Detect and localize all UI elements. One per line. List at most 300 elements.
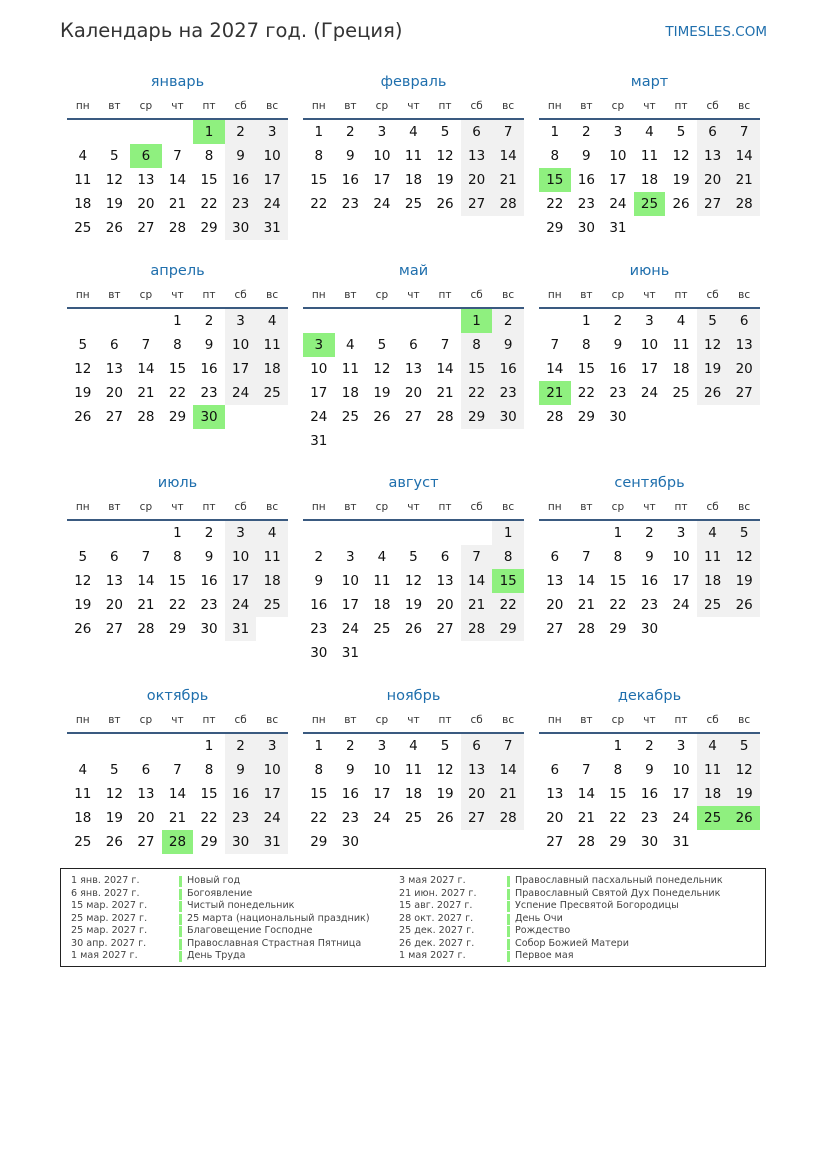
day-cell: 18: [404, 172, 423, 188]
day-cell: 23: [492, 381, 524, 405]
day-cell: 8: [613, 762, 623, 778]
weekday-label: пт: [674, 714, 688, 726]
weekday-label: вт: [344, 289, 357, 301]
day-grid: [539, 521, 760, 641]
weekday-label: сб: [234, 501, 247, 513]
day-cell: 9: [346, 148, 355, 164]
holiday-day-cell: 26: [728, 806, 760, 830]
weekday-label: чт: [171, 289, 184, 301]
day-cell: 23: [200, 385, 218, 401]
holiday-day-cell: 1: [461, 309, 493, 333]
day-cell: 2: [225, 734, 257, 758]
day-cell: 26: [436, 196, 454, 212]
day-cell: 31: [672, 834, 690, 850]
day-cell: 17: [256, 782, 288, 806]
day-cell: 11: [404, 762, 423, 778]
day-cell: 6: [409, 337, 418, 353]
holiday-marker-icon: [507, 914, 510, 925]
empty-cell: [162, 734, 194, 758]
day-cell: 26: [436, 810, 454, 826]
day-cell: 9: [645, 762, 654, 778]
weekday-label: сб: [706, 501, 719, 513]
day-cell: 11: [672, 337, 690, 353]
day-grid: [67, 734, 288, 854]
day-cell: 10: [256, 758, 288, 782]
day-cell: 31: [341, 645, 359, 661]
day-cell: 14: [492, 144, 524, 168]
day-cell: 9: [613, 337, 623, 353]
day-cell: 28: [137, 621, 155, 637]
day-cell: 17: [225, 357, 257, 381]
day-cell: 8: [613, 549, 623, 565]
weekday-label: вс: [502, 289, 515, 301]
empty-cell: [429, 521, 461, 545]
day-cell: 16: [492, 357, 524, 381]
day-cell: 13: [546, 786, 564, 802]
weekday-label: ср: [375, 501, 389, 513]
day-cell: 28: [492, 806, 524, 830]
day-cell: 20: [461, 168, 493, 192]
day-cell: 27: [546, 621, 564, 637]
day-cell: 14: [137, 361, 155, 377]
empty-cell: [366, 521, 398, 545]
day-cell: 31: [225, 617, 257, 641]
day-cell: 2: [613, 313, 623, 329]
weekday-header: [539, 495, 760, 521]
weekday-label: ср: [611, 714, 625, 726]
empty-cell: [67, 120, 99, 144]
day-grid: [539, 734, 760, 854]
weekday-label: пн: [75, 501, 90, 513]
weekday-header: [303, 94, 524, 120]
weekday-label: пт: [202, 714, 216, 726]
day-cell: 26: [373, 409, 391, 425]
legend-date: 25 мар. 2027 г.: [71, 912, 148, 924]
day-cell: 18: [672, 361, 690, 377]
weekday-label: пн: [311, 714, 326, 726]
weekday-label: ср: [611, 289, 625, 301]
legend-column-left: [71, 875, 370, 963]
empty-cell: [539, 309, 571, 333]
empty-cell: [429, 309, 461, 333]
day-cell: 13: [728, 333, 760, 357]
day-cell: 7: [492, 734, 524, 758]
legend-holiday-name: Первое мая: [515, 950, 574, 961]
day-cell: 3: [256, 734, 288, 758]
weekday-label: пт: [438, 100, 452, 112]
day-cell: 26: [105, 834, 123, 850]
day-cell: 11: [74, 172, 92, 188]
day-cell: 7: [728, 120, 760, 144]
holiday-marker-icon: [507, 901, 510, 912]
day-cell: 14: [436, 361, 454, 377]
day-cell: 8: [550, 148, 560, 164]
weekday-label: чт: [407, 501, 420, 513]
month-name: май: [398, 263, 429, 279]
day-cell: 16: [640, 573, 659, 589]
empty-cell: [99, 309, 131, 333]
legend-item: [399, 875, 723, 888]
day-cell: 12: [404, 573, 423, 589]
weekday-label: вт: [108, 100, 121, 112]
day-cell: 9: [645, 549, 654, 565]
day-cell: 22: [310, 810, 328, 826]
day-cell: 13: [105, 361, 123, 377]
day-cell: 18: [404, 786, 423, 802]
weekday-label: пн: [547, 289, 562, 301]
day-cell: 15: [168, 361, 187, 377]
day-cell: 22: [577, 385, 595, 401]
day-cell: 6: [141, 762, 151, 778]
day-cell: 30: [341, 834, 359, 850]
day-cell: 6: [440, 549, 450, 565]
holiday-marker-icon: [179, 939, 182, 950]
holiday-day-cell: 3: [303, 333, 335, 357]
day-cell: 16: [341, 172, 359, 188]
legend-holiday-name: Успение Пресвятой Богородицы: [515, 900, 679, 911]
day-cell: 5: [676, 124, 686, 140]
legend-item: [399, 888, 723, 901]
weekday-label: пт: [674, 289, 688, 301]
day-cell: 20: [461, 782, 493, 806]
weekday-label: вс: [266, 714, 279, 726]
day-cell: 18: [341, 385, 359, 401]
day-cell: 30: [310, 645, 328, 661]
day-cell: 23: [225, 806, 257, 830]
day-cell: 27: [546, 834, 564, 850]
day-cell: 19: [728, 782, 760, 806]
legend-holiday-name: Православный Святой Дух Понедельник: [515, 887, 721, 899]
month-block: [67, 70, 288, 240]
day-cell: 19: [436, 172, 454, 188]
weekday-label: пт: [438, 289, 452, 301]
day-cell: 21: [137, 385, 155, 401]
holiday-day-cell: 21: [539, 381, 571, 405]
day-grid: [67, 309, 288, 429]
day-cell: 17: [373, 172, 391, 188]
day-cell: 9: [204, 337, 214, 353]
weekday-label: вс: [738, 501, 751, 513]
month-name: март: [630, 74, 669, 90]
day-cell: 3: [676, 738, 686, 754]
day-cell: 12: [105, 172, 123, 188]
weekday-label: пт: [202, 289, 216, 301]
day-cell: 9: [582, 148, 591, 164]
weekday-label: вс: [738, 289, 751, 301]
month-name: октябрь: [146, 688, 209, 704]
weekday-label: сб: [234, 714, 247, 726]
day-cell: 13: [436, 573, 454, 589]
day-cell: 22: [609, 597, 627, 613]
legend-holiday-name: День Труда: [187, 950, 246, 961]
weekday-label: чт: [643, 100, 656, 112]
day-cell: 13: [461, 758, 493, 782]
holiday-day-cell: 1: [193, 120, 225, 144]
day-cell: 18: [697, 782, 729, 806]
day-cell: 25: [697, 593, 729, 617]
holiday-day-cell: 25: [697, 806, 729, 830]
day-cell: 8: [173, 549, 182, 565]
day-cell: 21: [577, 810, 595, 826]
day-cell: 6: [461, 734, 493, 758]
day-cell: 11: [74, 786, 92, 802]
day-cell: 27: [404, 409, 423, 425]
day-cell: 29: [577, 409, 595, 425]
weekday-label: сб: [470, 714, 483, 726]
day-cell: 9: [225, 758, 257, 782]
empty-cell: [67, 521, 99, 545]
day-cell: 3: [377, 124, 387, 140]
weekday-header: [539, 283, 760, 309]
weekday-label: ср: [611, 100, 625, 112]
day-cell: 29: [546, 220, 564, 236]
legend-date: 1 мая 2027 г.: [71, 950, 138, 961]
day-cell: 15: [168, 573, 187, 589]
weekday-label: пт: [674, 100, 688, 112]
empty-cell: [571, 521, 603, 545]
day-cell: 18: [256, 569, 288, 593]
legend-holiday-name: День Очи: [515, 912, 563, 924]
day-cell: 27: [105, 409, 123, 425]
day-cell: 16: [225, 168, 257, 192]
month-name: апрель: [150, 263, 205, 279]
day-cell: 13: [105, 573, 123, 589]
day-cell: 22: [461, 381, 493, 405]
day-cell: 5: [728, 734, 760, 758]
month-block: [67, 259, 288, 429]
day-cell: 29: [609, 834, 627, 850]
day-cell: 31: [310, 433, 328, 449]
legend-date: 26 дек. 2027 г.: [399, 937, 475, 949]
weekday-label: пн: [311, 289, 326, 301]
day-cell: 8: [204, 148, 214, 164]
day-cell: 29: [168, 409, 187, 425]
day-cell: 11: [640, 148, 659, 164]
day-cell: 29: [200, 834, 218, 850]
day-cell: 16: [577, 172, 595, 188]
weekday-label: пн: [547, 501, 562, 513]
legend-item: [71, 938, 370, 951]
weekday-label: чт: [407, 100, 420, 112]
page-title: Календарь на 2027 год. (Греция): [60, 19, 403, 42]
weekday-label: ср: [139, 289, 153, 301]
day-cell: 21: [577, 597, 595, 613]
day-cell: 18: [74, 196, 92, 212]
legend-item: [71, 913, 370, 926]
day-cell: 31: [609, 220, 627, 236]
day-cell: 10: [225, 545, 257, 569]
day-cell: 19: [105, 196, 123, 212]
legend-date: 1 янв. 2027 г.: [71, 875, 140, 886]
day-cell: 30: [200, 621, 218, 637]
day-cell: 4: [256, 521, 288, 545]
weekday-label: вт: [108, 289, 121, 301]
day-cell: 25: [74, 220, 92, 236]
day-cell: 8: [314, 148, 324, 164]
weekday-label: чт: [171, 501, 184, 513]
day-cell: 24: [672, 597, 690, 613]
weekday-label: сб: [706, 289, 719, 301]
day-cell: 20: [404, 385, 423, 401]
legend-holiday-name: Новый год: [187, 875, 241, 886]
month-block: [303, 684, 524, 854]
empty-cell: [130, 120, 162, 144]
day-cell: 11: [697, 545, 729, 569]
day-cell: 25: [74, 834, 92, 850]
day-cell: 15: [200, 786, 218, 802]
legend-date: 28 окт. 2027 г.: [399, 912, 474, 924]
day-cell: 17: [256, 168, 288, 192]
day-cell: 26: [105, 220, 123, 236]
legend-item: [71, 925, 370, 938]
weekday-label: вс: [738, 100, 751, 112]
day-cell: 28: [492, 192, 524, 216]
weekday-label: сб: [234, 289, 247, 301]
weekday-label: ср: [139, 501, 153, 513]
day-cell: 12: [728, 758, 760, 782]
day-cell: 5: [377, 337, 387, 353]
day-cell: 4: [78, 762, 88, 778]
holiday-marker-icon: [507, 876, 510, 887]
day-cell: 12: [105, 786, 123, 802]
day-cell: 25: [341, 409, 359, 425]
day-cell: 12: [74, 361, 92, 377]
legend-date: 1 мая 2027 г.: [399, 950, 466, 961]
month-block: [67, 471, 288, 641]
holiday-day-cell: 15: [492, 569, 524, 593]
weekday-label: пн: [311, 501, 326, 513]
legend-item: [399, 950, 723, 963]
weekday-label: чт: [407, 714, 420, 726]
day-cell: 21: [168, 810, 187, 826]
day-cell: 28: [461, 617, 493, 641]
day-grid: [539, 309, 760, 429]
weekday-label: пт: [202, 100, 216, 112]
day-cell: 3: [225, 521, 257, 545]
holiday-day-cell: 30: [193, 405, 225, 429]
day-cell: 1: [550, 124, 560, 140]
day-cell: 15: [609, 786, 627, 802]
weekday-label: вс: [502, 100, 515, 112]
day-cell: 7: [461, 545, 493, 569]
legend-holiday-name: Православная Страстная Пятница: [187, 937, 362, 949]
day-grid: [303, 521, 524, 665]
weekday-label: вт: [580, 289, 593, 301]
empty-cell: [130, 734, 162, 758]
month-block: [539, 471, 760, 641]
day-cell: 20: [546, 597, 564, 613]
day-grid: [303, 120, 524, 216]
weekday-label: ср: [611, 501, 625, 513]
day-cell: 4: [676, 313, 686, 329]
day-cell: 9: [314, 573, 324, 589]
day-cell: 2: [225, 120, 257, 144]
month-block: [67, 684, 288, 854]
day-cell: 3: [645, 313, 654, 329]
legend-item: [399, 913, 723, 926]
day-cell: 27: [461, 806, 493, 830]
day-cell: 27: [697, 192, 729, 216]
day-cell: 27: [461, 192, 493, 216]
day-cell: 20: [436, 597, 454, 613]
day-cell: 23: [341, 810, 359, 826]
month-block: [539, 684, 760, 854]
day-cell: 14: [546, 361, 564, 377]
day-cell: 1: [492, 521, 524, 545]
day-cell: 16: [200, 361, 218, 377]
legend-item: [71, 875, 370, 888]
day-cell: 25: [672, 385, 690, 401]
legend-item: [71, 900, 370, 913]
day-cell: 5: [78, 337, 88, 353]
weekday-label: вс: [502, 501, 515, 513]
day-cell: 1: [173, 525, 182, 541]
day-cell: 5: [697, 309, 729, 333]
day-cell: 4: [697, 521, 729, 545]
empty-cell: [130, 521, 162, 545]
day-cell: 20: [105, 385, 123, 401]
day-cell: 28: [546, 409, 564, 425]
weekday-label: вт: [344, 100, 357, 112]
empty-cell: [398, 309, 430, 333]
day-cell: 24: [672, 810, 690, 826]
weekday-label: вт: [344, 501, 357, 513]
day-cell: 30: [577, 220, 595, 236]
month-name: февраль: [380, 74, 447, 90]
day-cell: 11: [404, 148, 423, 164]
weekday-header: [67, 94, 288, 120]
month-name: июль: [157, 475, 198, 491]
day-cell: 1: [613, 525, 623, 541]
day-cell: 8: [204, 762, 214, 778]
day-cell: 1: [314, 738, 324, 754]
day-cell: 23: [225, 192, 257, 216]
day-cell: 30: [640, 834, 659, 850]
day-cell: 6: [728, 309, 760, 333]
day-cell: 25: [256, 381, 288, 405]
day-cell: 14: [461, 569, 493, 593]
month-block: [303, 259, 524, 453]
site-link[interactable]: TIMESLES.COM: [665, 24, 767, 40]
day-cell: 24: [256, 806, 288, 830]
day-cell: 28: [728, 192, 760, 216]
day-cell: 30: [492, 405, 524, 429]
legend-column-right: [399, 875, 723, 963]
day-cell: 24: [310, 409, 328, 425]
day-cell: 27: [436, 621, 454, 637]
day-cell: 4: [256, 309, 288, 333]
day-cell: 7: [173, 148, 182, 164]
day-cell: 29: [492, 617, 524, 641]
month-block: [303, 70, 524, 216]
day-cell: 13: [546, 573, 564, 589]
empty-cell: [335, 521, 367, 545]
holiday-marker-icon: [179, 926, 182, 937]
empty-cell: [99, 521, 131, 545]
day-cell: 24: [640, 385, 659, 401]
day-cell: 14: [577, 786, 595, 802]
holiday-marker-icon: [179, 914, 182, 925]
day-cell: 4: [78, 148, 88, 164]
legend-date: 3 мая 2027 г.: [399, 875, 466, 886]
day-cell: 18: [373, 597, 391, 613]
day-grid: [539, 120, 760, 240]
day-cell: 21: [461, 593, 493, 617]
holiday-marker-icon: [507, 951, 510, 962]
day-cell: 13: [461, 144, 493, 168]
day-cell: 6: [697, 120, 729, 144]
day-cell: 20: [728, 357, 760, 381]
